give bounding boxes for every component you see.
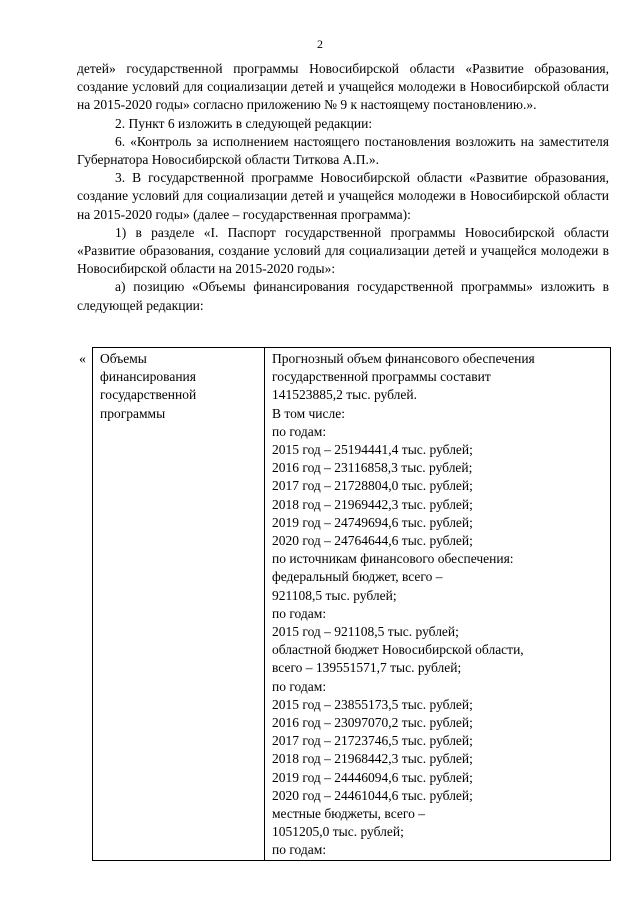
document-body xyxy=(77,60,609,315)
content-line: 2015 год – 23855173,5 тыс. рублей; xyxy=(272,696,473,712)
content-line: всего – 139551571,7 тыс. рублей; xyxy=(272,660,462,676)
content-line: государственной программы составит xyxy=(272,369,491,385)
content-line: 921108,5 тыс. рублей; xyxy=(272,587,397,603)
content-line: 2020 год – 24461044,6 тыс. рублей; xyxy=(272,787,473,803)
content-line: В том числе: xyxy=(272,405,345,421)
content-line: по годам: xyxy=(272,423,327,439)
row-heading-cell xyxy=(93,348,265,861)
content-line: 2015 год – 25194441,4 тыс. рублей; xyxy=(272,442,473,458)
paragraph: 6. «Контроль за исполнением настоящего постановления возложить на заместителя Губернатора Новосибирской области Титкова А.П.». xyxy=(77,133,609,168)
content-line: по источникам финансового обеспечения: xyxy=(272,551,514,567)
row-heading-line: государственной xyxy=(100,387,197,403)
content-line: местные бюджеты, всего – xyxy=(272,806,425,822)
paragraph: детей» государственной программы Новосибирской области «Развитие образования, создание условий для социализации детей и учащейся молодежи в Новосибирской области на 2015-2020 годы» согласно приложению № 9 к настоящему постановлению.». xyxy=(77,61,609,113)
opening-quote: « xyxy=(79,352,86,367)
content-line: 2018 год – 21969442,3 тыс. рублей; xyxy=(272,496,473,512)
content-line: 2019 год – 24446094,6 тыс. рублей; xyxy=(272,769,473,785)
content-line: федеральный бюджет, всего – xyxy=(272,569,443,585)
content-line: по годам: xyxy=(272,605,327,621)
page-number: 2 xyxy=(317,37,323,51)
content-line: 1051205,0 тыс. рублей; xyxy=(272,824,404,840)
content-line: 2020 год – 24764644,6 тыс. рублей; xyxy=(272,533,473,549)
content-line: 2017 год – 21728804,0 тыс. рублей; xyxy=(272,478,473,494)
content-line: по годам: xyxy=(272,842,327,858)
financing-table xyxy=(92,347,611,861)
row-heading-line: финансирования xyxy=(100,369,196,385)
content-line: по годам: xyxy=(272,678,327,694)
content-line: 141523885,2 тыс. рублей. xyxy=(272,387,417,403)
content-line: Прогнозный объем финансового обеспечения xyxy=(272,351,535,366)
content-line: областной бюджет Новосибирской области, xyxy=(272,642,524,658)
paragraph: а) позицию «Объемы финансирования государственной программы» изложить в следующей редакции: xyxy=(77,279,609,313)
table-row xyxy=(93,348,611,861)
row-content-cell xyxy=(265,348,611,861)
content-line: 2017 год – 21723746,5 тыс. рублей; xyxy=(272,733,473,749)
content-line: 2019 год – 24749694,6 тыс. рублей; xyxy=(272,514,473,530)
row-heading-line: Объемы xyxy=(100,351,147,366)
paragraph: 2. Пункт 6 изложить в следующей редакции: xyxy=(115,115,373,131)
content-line: 2016 год – 23097070,2 тыс. рублей; xyxy=(272,715,473,731)
row-heading-line: программы xyxy=(100,405,166,421)
content-line: 2016 год – 23116858,3 тыс. рублей; xyxy=(272,460,473,476)
paragraph: 3. В государственной программе Новосибирской области «Развитие образования, создание условий для социализации детей и учащейся молодежи в Новосибирской области на 2015-2020 годы» (далее – государственная программа): xyxy=(77,170,609,222)
content-line: 2018 год – 21968442,3 тыс. рублей; xyxy=(272,751,473,767)
content-line: 2015 год – 921108,5 тыс. рублей; xyxy=(272,624,459,640)
paragraph: 1) в разделе «I. Паспорт государственной программы Новосибирской области «Развитие образования, создание условий для социализации детей и учащейся молодежи в Новосибирской области на 2015-2020 годы»: xyxy=(77,224,609,277)
